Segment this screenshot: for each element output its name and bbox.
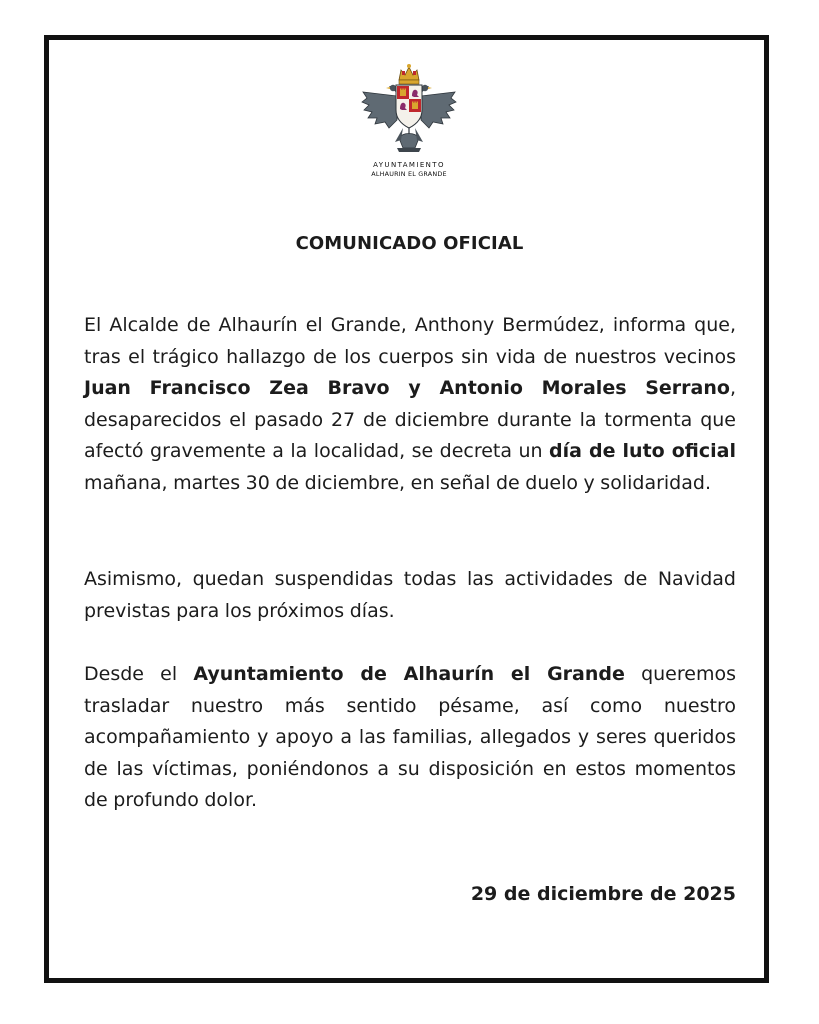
logo-text-town: ALHAURIN EL GRANDE — [371, 170, 447, 178]
paragraph-1-text-a: El Alcalde de Alhaurín el Grande, Anthony Bermúdez, informa que, tras el trágico hallazgo de los cuerpos sin vida de nuestros vecinos — [84, 314, 736, 368]
paragraph-3-text-a: Desde el — [84, 663, 194, 685]
document-date: 29 de diciembre de 2025 — [470, 883, 736, 905]
coat-of-arms-icon — [359, 62, 459, 160]
paragraph-3-text-b: queremos trasladar nuestro más sentido pésame, así como nuestro acompañamiento y apoyo a las familias, allegados y seres queridos de las víctimas, poniéndonos a su disposición en estos momentos de profundo dolor. — [84, 663, 736, 811]
paragraph-2-text: Asimismo, quedan suspendidas todas las actividades de Navidad previstas para los próximos días. — [84, 568, 736, 622]
paragraph-announcement — [84, 310, 736, 499]
municipal-logo — [356, 62, 462, 178]
paragraph-1-text-c: mañana, martes 30 de diciembre, en señal de duelo y solidaridad. — [84, 471, 711, 494]
page-title: COMUNICADO OFICIAL — [295, 233, 524, 254]
ayuntamiento-name: Ayuntamiento de Alhaurín el Grande — [193, 663, 625, 685]
paragraph-condolences — [84, 659, 736, 817]
mourning-day-label: día de luto oficial — [549, 440, 737, 462]
paragraph-suspension — [84, 564, 736, 627]
logo-text-ayuntamiento: AYUNTAMIENTO — [373, 161, 445, 169]
victims-names: Juan Francisco Zea Bravo y Antonio Morales Serrano — [84, 377, 730, 399]
paragraph-1-text-b: , desaparecidos el pasado 27 de diciembre durante la tormenta que afectó gravemente a la localidad, se decreta un — [84, 377, 736, 462]
